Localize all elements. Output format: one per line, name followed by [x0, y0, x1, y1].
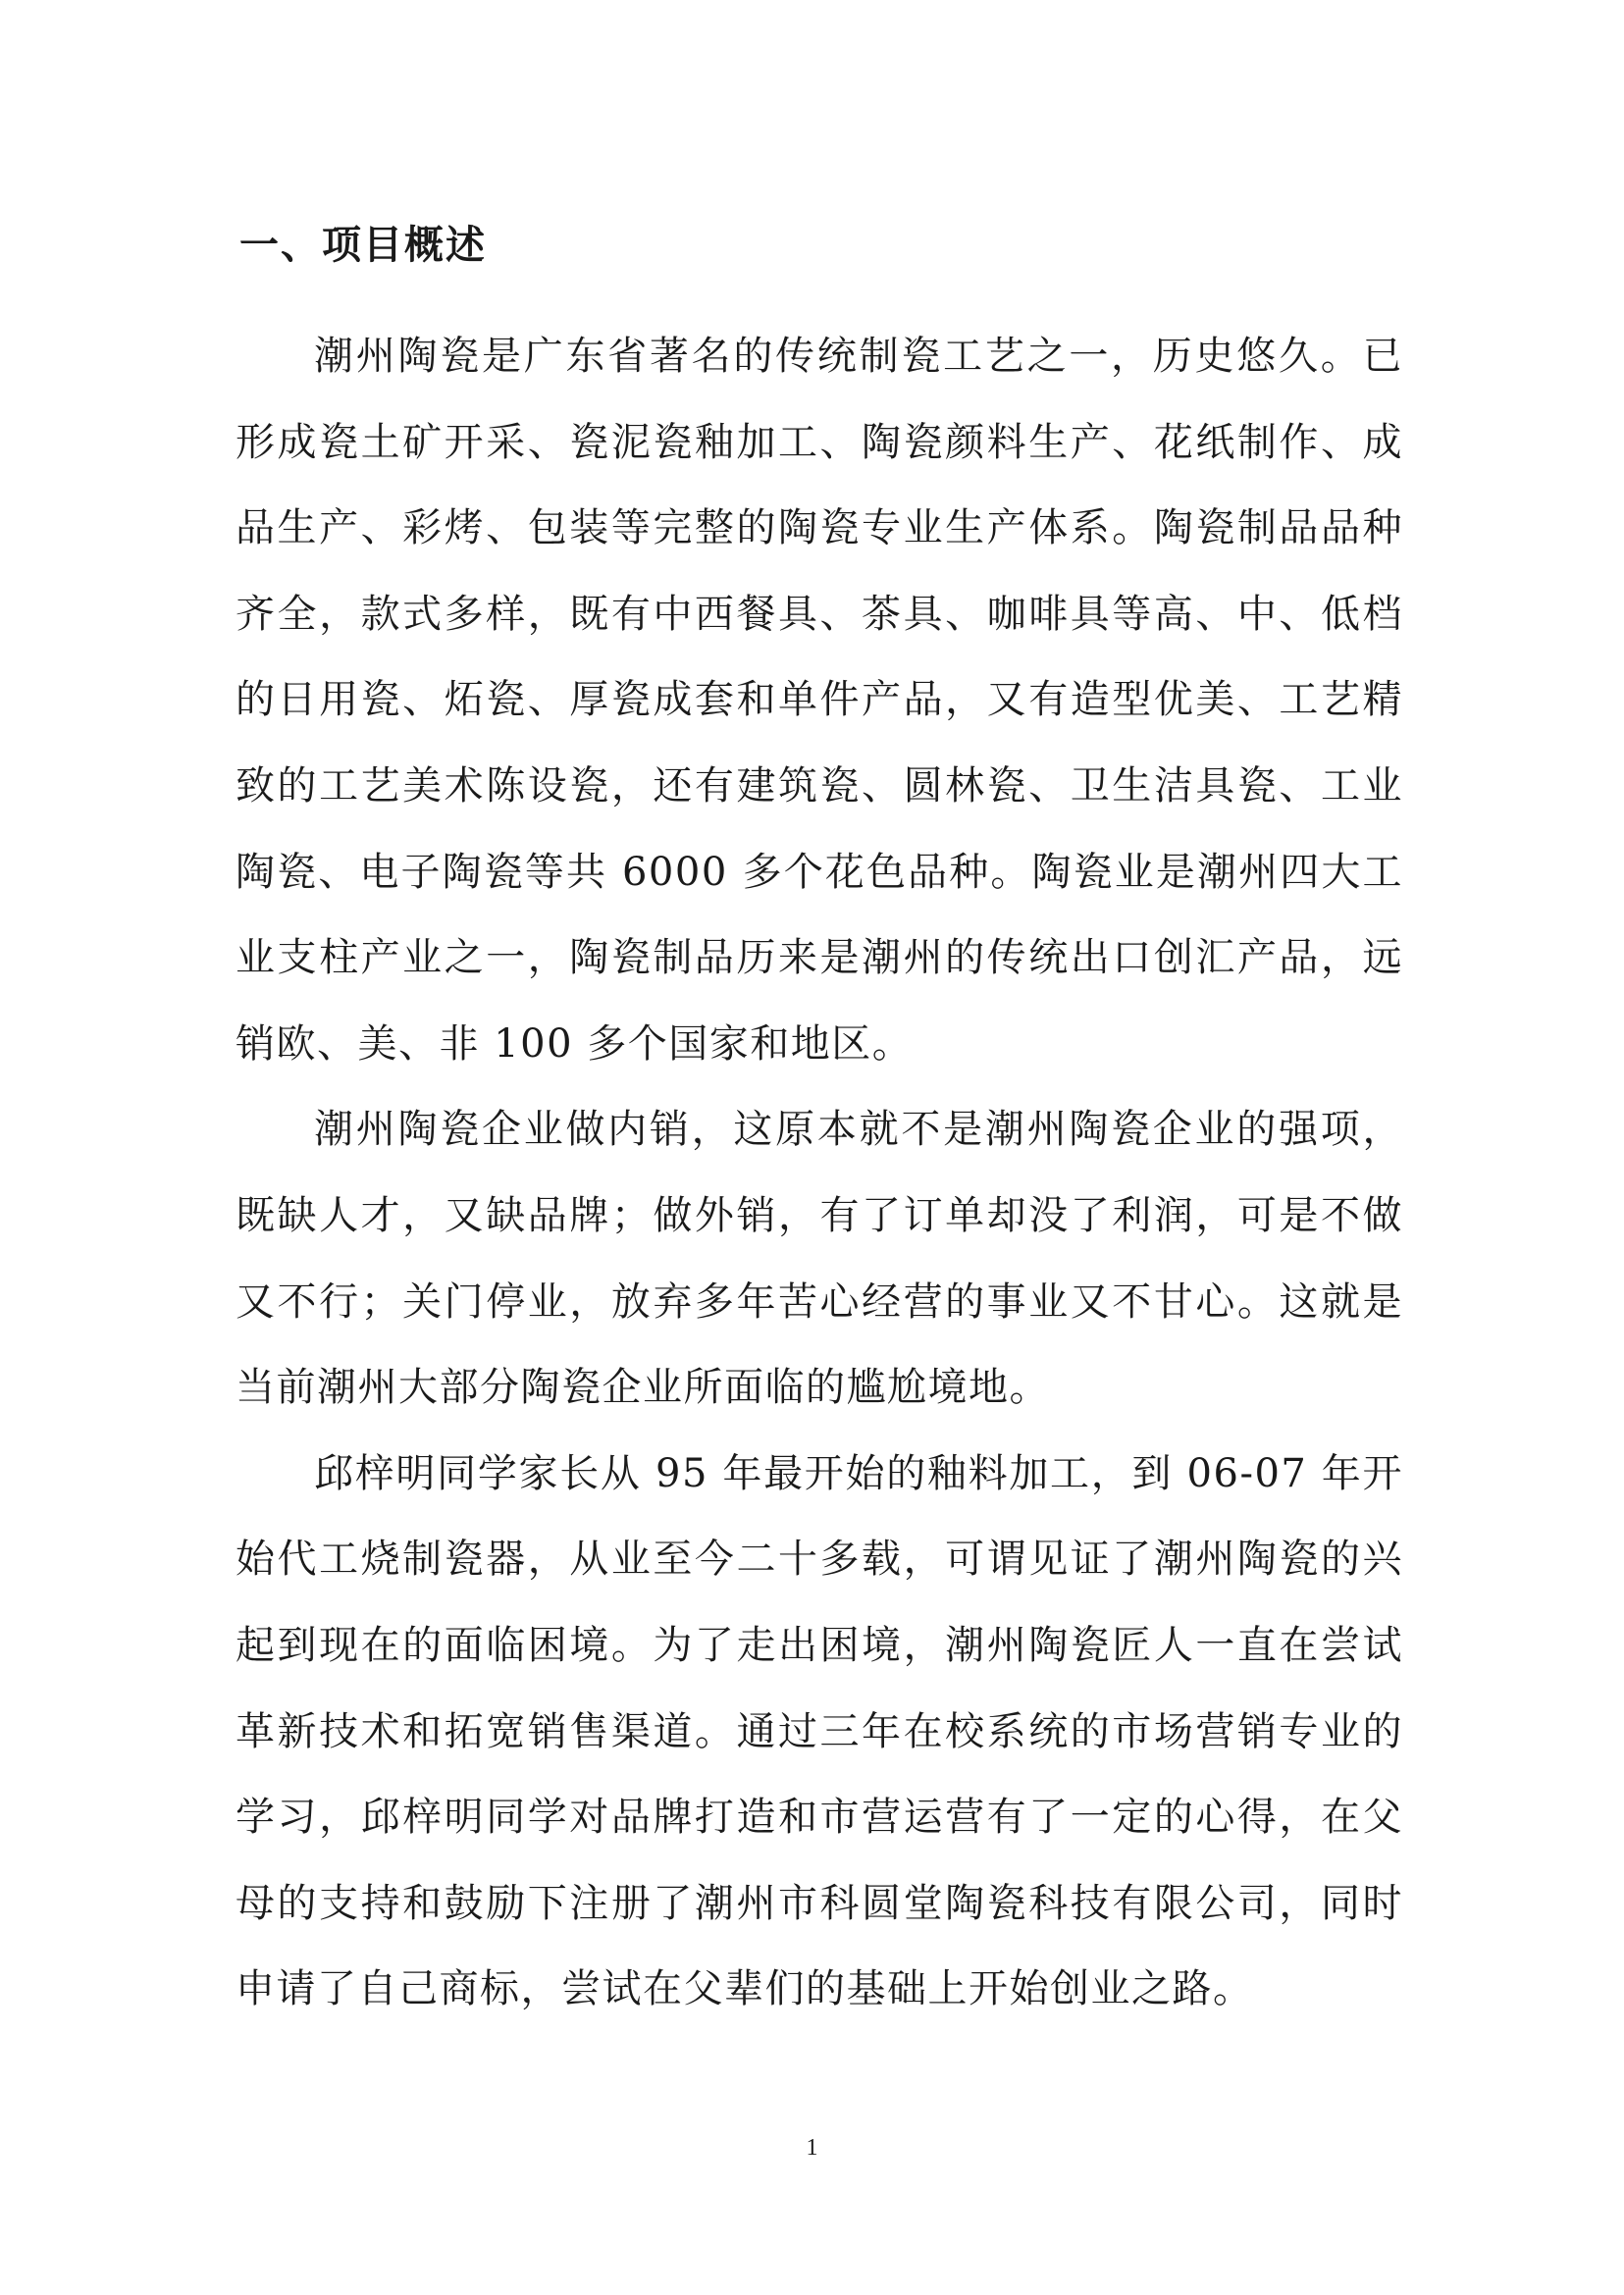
paragraph-dilemma: 潮州陶瓷企业做内销，这原本就不是潮州陶瓷企业的强项，既缺人才，又缺品牌；做外销，有了订单却没了利润，可是不做又不行；关门停业，放弃多年苦心经营的事业又不甘心。这就是当前潮州大部分陶瓷企业所面临的尴尬境地。	[236, 1107, 1403, 1411]
page-number: 1	[806, 2135, 818, 2161]
section-heading: 一、项目概述	[239, 223, 487, 268]
body-text	[236, 314, 1403, 2033]
paragraph-founder: 邱梓明同学家长从 95 年最开始的釉料加工，到 06-07 年开始代工烧制瓷器，从业至今二十多载，可谓见证了潮州陶瓷的兴起到现在的面临困境。为了走出困境，潮州陶瓷匠人一直在尝试革新技术和拓宽销售渠道。通过三年在校系统的市场营销专业的学习，邱梓明同学对品牌打造和市营运营有了一定的心得，在父母的支持和鼓励下注册了潮州市科圆堂陶瓷科技有限公司，同时申请了自己商标，尝试在父辈们的基础上开始创业之路。	[236, 1450, 1403, 2012]
paragraph-overview: 潮州陶瓷是广东省著名的传统制瓷工艺之一，历史悠久。已形成瓷土矿开采、瓷泥瓷釉加工、陶瓷颜料生产、花纸制作、成品生产、彩烤、包装等完整的陶瓷专业生产体系。陶瓷制品品种齐全，款式多样，既有中西餐具、茶具、咖啡具等高、中、低档的日用瓷、炻瓷、厚瓷成套和单件产品，又有造型优美、工艺精致的工艺美术陈设瓷，还有建筑瓷、圆林瓷、卫生洁具瓷、工业陶瓷、电子陶瓷等共 6000 多个花色品种。陶瓷业是潮州四大工业支柱产业之一，陶瓷制品历来是潮州的传统出口创汇产品，远销欧、美、非 100 多个国家和地区。	[236, 334, 1403, 1067]
